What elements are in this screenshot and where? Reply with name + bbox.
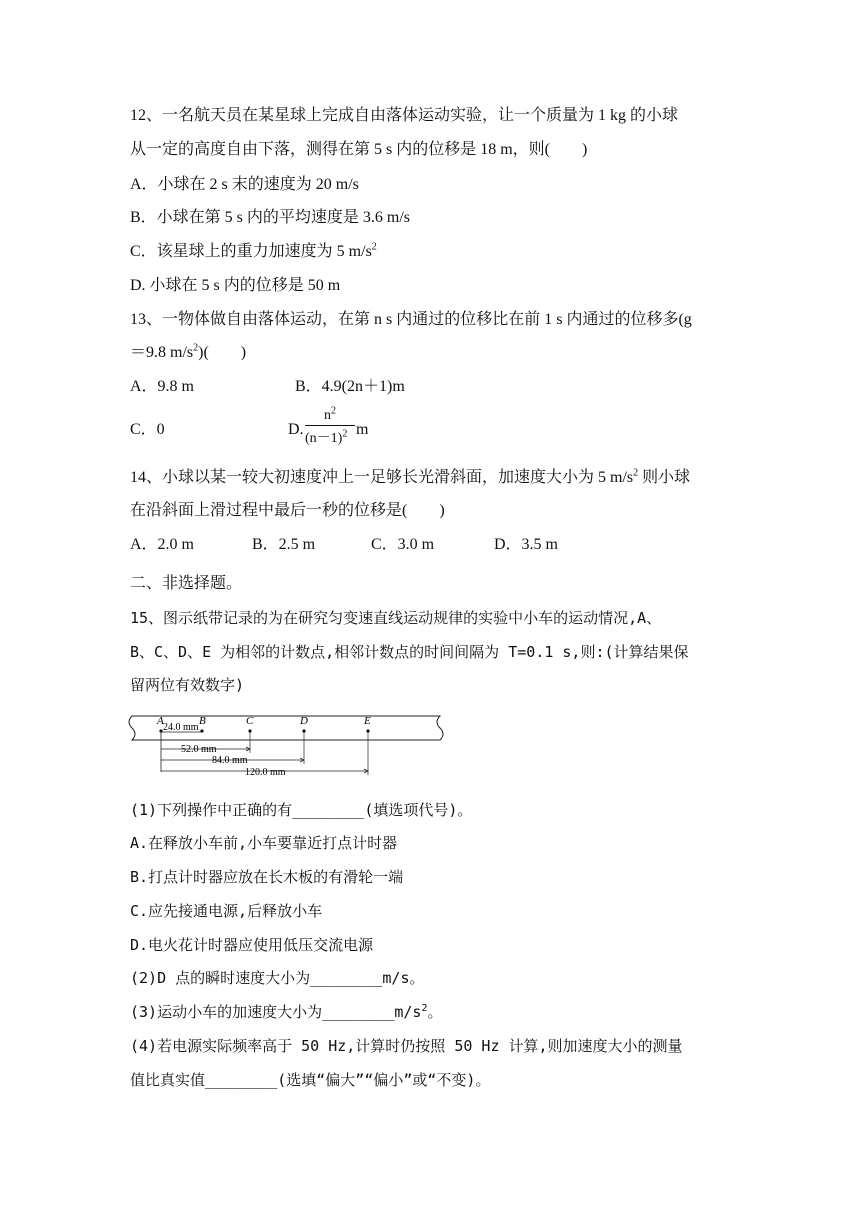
q13-option-d-numerator: $n^2$ [324, 405, 336, 423]
fraction-bar [305, 425, 355, 426]
q13-option-d-denominator: $(n-1)^2$ [305, 428, 348, 446]
tape-label-e: E [364, 715, 371, 727]
tape-label-c: C [246, 715, 254, 727]
q15-part1: (1)下列操作中正确的有________(填选项代号)。 [130, 801, 473, 819]
q13-line2: ＝9.8 $m/s^2$)( ) [130, 342, 247, 361]
q15-part2: (2)D 点的瞬时速度大小为________m/s。 [130, 969, 425, 987]
q12-line2: 从一定的高度自由下落，测得在第 5 s 内的位移是 18 m，则( ) [130, 141, 588, 158]
q14-line1: 14、小球以某一较大初速度冲上一足够长光滑斜面，加速度大小为 5 $m/s^2$ 则小球 [130, 467, 691, 486]
q15-line3: 留两位有效数字) [130, 676, 245, 694]
q15-part1-option-b: B.打点计时器应放在长木板的有滑轮一端 [130, 868, 404, 886]
dim-label-ab: 24.0 mm [163, 722, 199, 733]
q13-option-d-unit: m [356, 421, 369, 438]
q13-option-b: B．4.9(2n＋1)m [295, 378, 405, 395]
q14-option-d: D．3.5 m [494, 536, 559, 553]
q15-part3: (3)运动小车的加速度大小为$\_\_\_\_\_\_\_\_m/s^2$。 [130, 1003, 443, 1021]
section-heading: 二、非选择题。 [130, 575, 243, 592]
q14-option-b: B．2.5 m [252, 536, 316, 553]
dim-label-ae: 120.0 mm [245, 767, 286, 778]
tape-label-d: D [300, 715, 308, 727]
q13-option-c: C．0 [130, 421, 165, 438]
q15-part1-option-a: A.在释放小车前,小车要靠近打点计时器 [130, 834, 398, 852]
dim-label-ad: 84.0 mm [212, 755, 248, 766]
paper-tape-figure [128, 708, 453, 780]
q14-option-a: A．2.0 m [130, 536, 195, 553]
q15-line1: 15、图示纸带记录的为在研究匀变速直线运动规律的实验中小车的运动情况,A、 [130, 609, 662, 627]
q15-part1-option-c: C.应先接通电源,后释放小车 [130, 902, 323, 920]
q14-option-c: C．3.0 m [371, 536, 435, 553]
q13-option-a: A．9.8 m [130, 378, 195, 395]
q15-part4-line2: 值比真实值________(选填“偏大”“偏小”或“不变)。 [130, 1071, 491, 1089]
q13-line1: 13、一物体做自由落体运动，在第 n s 内通过的位移比在前 1 s 内通过的位移多(g [130, 311, 692, 328]
q15-part4-line1: (4)若电源实际频率高于 50 Hz,计算时仍按照 50 Hz 计算,则加速度大小的测量 [130, 1037, 683, 1055]
dim-label-ac: 52.0 mm [181, 744, 217, 755]
q14-line2: 在沿斜面上滑过程中最后一秒的位移是( ) [130, 502, 445, 519]
q12-option-a: A．小球在 2 s 末的速度为 20 m/s [130, 176, 359, 193]
q13-option-d-prefix: D. [288, 421, 304, 438]
q12-option-d: D. 小球在 5 s 内的位移是 50 m [130, 277, 341, 294]
q12-line1: 12、一名航天员在某星球上完成自由落体运动实验，让一个质量为 1 kg 的小球 [130, 107, 679, 124]
q15-part1-option-d: D.电火花计时器应使用低压交流电源 [130, 936, 374, 954]
tape-label-a: A [157, 715, 164, 727]
tape-label-b: B [199, 715, 206, 727]
q12-option-c: C．该星球上的重力加速度为 5 $m/s^2$ [130, 241, 377, 260]
q15-line2: B、C、D、E 为相邻的计数点,相邻计数点的时间间隔为 T=0.1 s,则:(计算结果保 [130, 643, 689, 661]
q12-option-b: B．小球在第 5 s 内的平均速度是 3.6 m/s [130, 209, 411, 226]
